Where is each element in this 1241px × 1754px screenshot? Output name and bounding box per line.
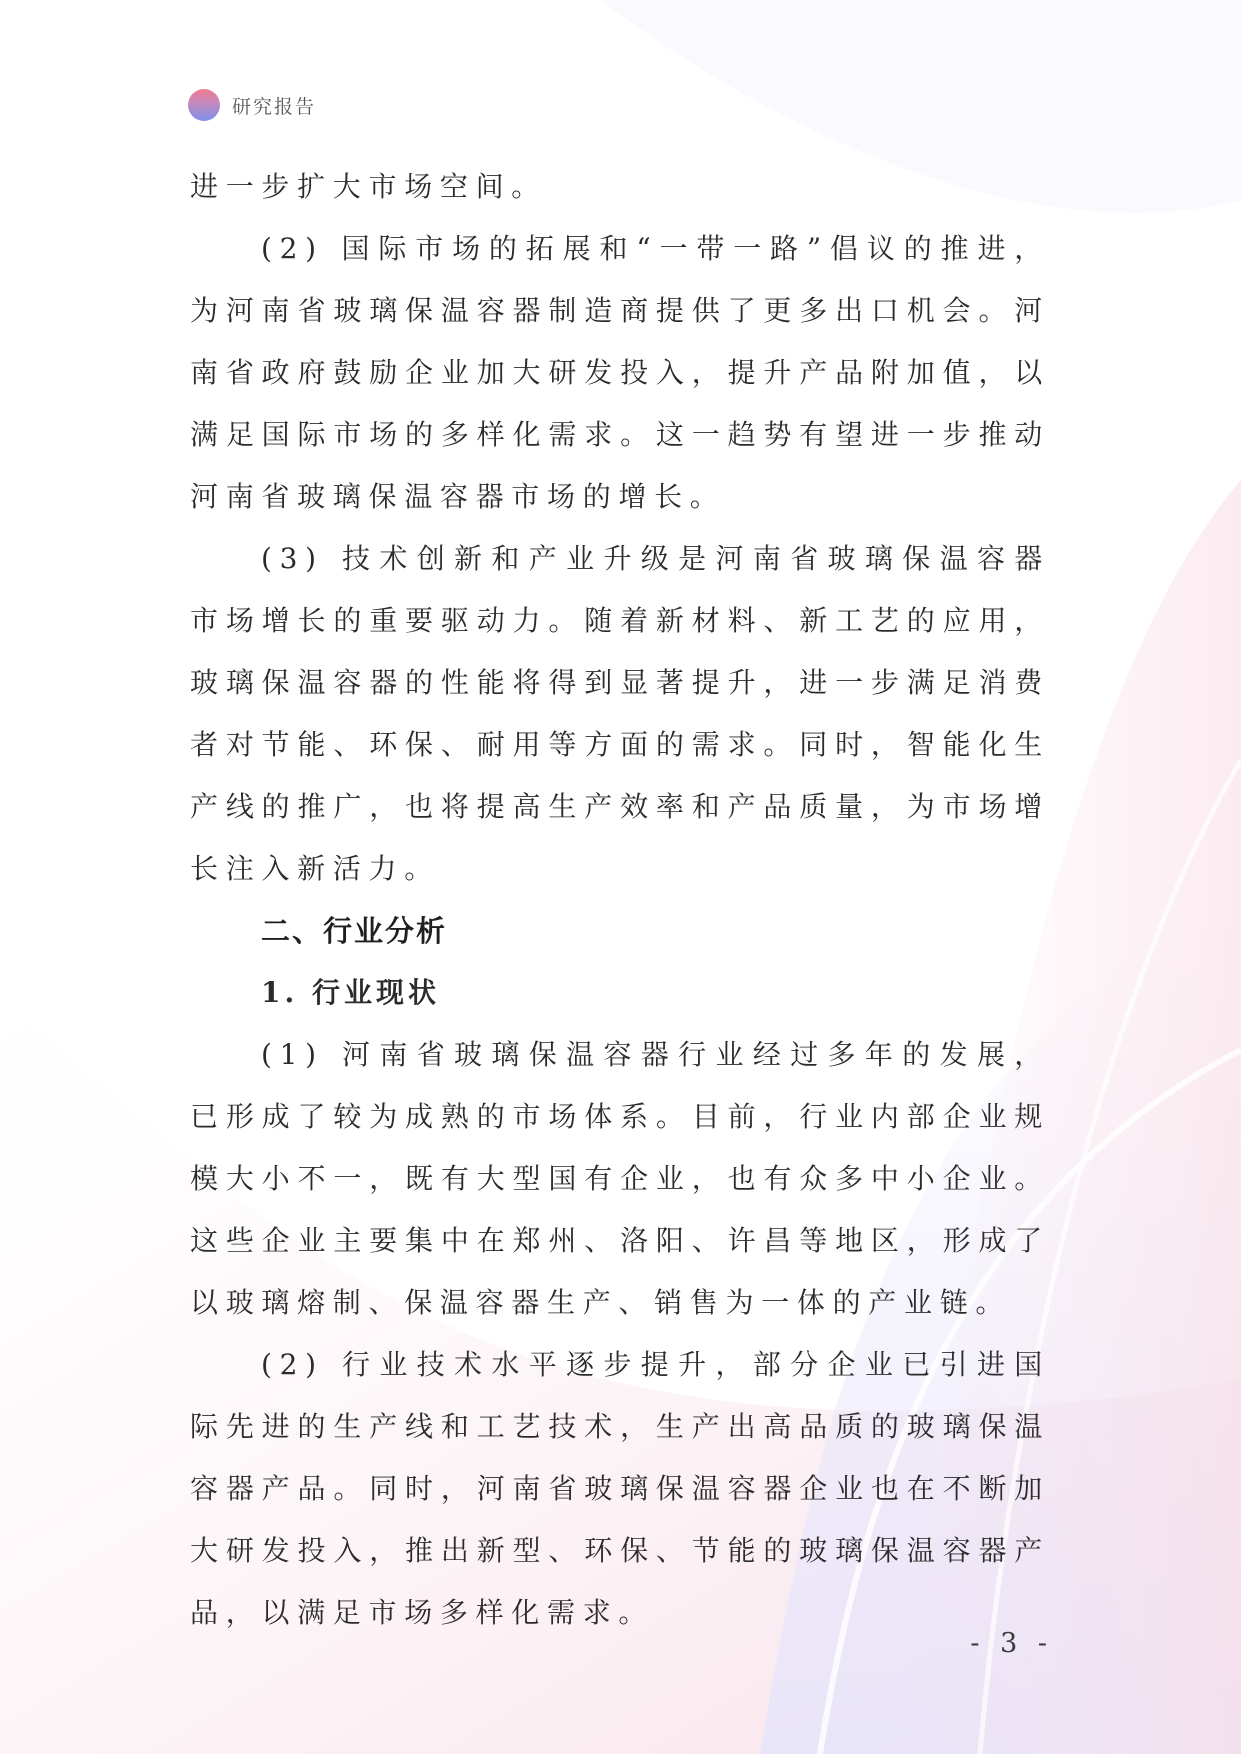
paragraph: (1) 河南省玻璃保温容器行业经过多年的发展，已形成了较为成熟的市场体系。目前，行业内部企业规模大小不一，既有大型国有企业，也有众多中小企业。这些企业主要集中在郑州、洛阳、许昌等地区，形成了以玻璃熔制、保温容器生产、销售为一体的产业链。 xyxy=(190,1038,1050,1319)
paragraph: (2) 行业技术水平逐步提升，部分企业已引进国际先进的生产线和工艺技术，生产出高品质的玻璃保温容器产品。同时，河南省玻璃保温容器企业也在不断加大研发投入，推出新型、环保、节能的玻璃保温容器产品，以满足市场多样化需求。 xyxy=(190,1348,1050,1629)
paragraph: 进一步扩大市场空间。 xyxy=(190,170,548,203)
paragraph: (3) 技术创新和产业升级是河南省玻璃保温容器市场增长的重要驱动力。随着新材料、新工艺的应用，玻璃保温容器的性能将得到显著提升，进一步满足消费者对节能、环保、耐用等方面的需求。同时，智能化生产线的推广，也将提高生产效率和产品质量，为市场增长注入新活力。 xyxy=(190,542,1050,885)
paragraph: (2) 国际市场的拓展和“一带一路”倡议的推进，为河南省玻璃保温容器制造商提供了更多出口机会。河南省政府鼓励企业加大研发投入，提升产品附加值，以满足国际市场的多样化需求。这一趋势有望进一步推动河南省玻璃保温容器市场的增长。 xyxy=(190,232,1050,513)
header-label: 研究报告 xyxy=(232,95,317,118)
subsection-heading: 1. 行业现状 xyxy=(261,976,440,1009)
report-header xyxy=(188,88,316,122)
section-heading: 二、行业分析 xyxy=(261,914,448,948)
logo-icon xyxy=(188,89,220,121)
document-body xyxy=(190,156,1050,1644)
page-number: - 3 - xyxy=(970,1628,1053,1659)
